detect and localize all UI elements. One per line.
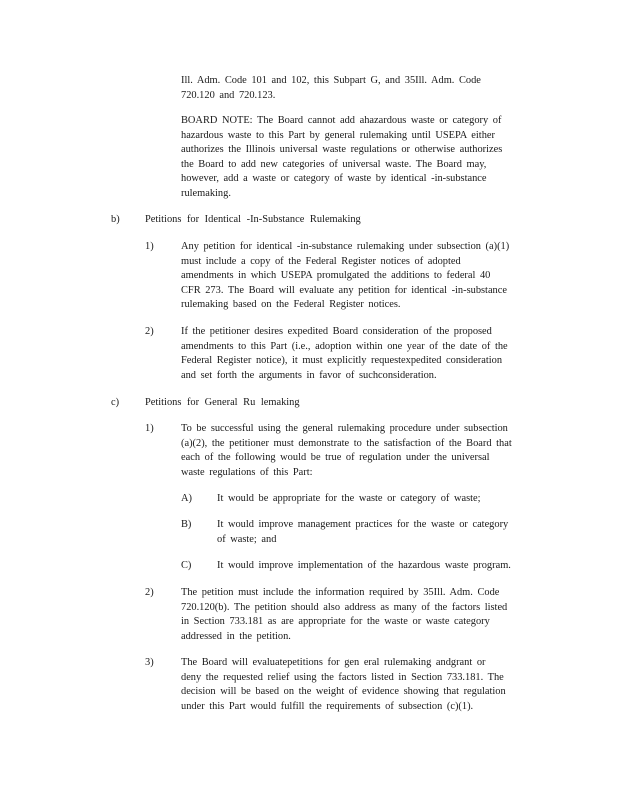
board-note: BOARD NOTE: The Board cannot add ahazardous waste or category of hazardous waste to this Part by general rulemaking until USEPA either authorizes the Illinois universal waste regulations or otherwise authorizes the Board to add new categories of universal waste. The Board may, however, add a waste or category of waste by identical -in-substance rulemaking. — [181, 115, 503, 199]
section-c-item-1-sub-b-label: B) — [181, 519, 192, 530]
section-c-item-1-text: To be successful using the general rulemaking procedure under subsection (a)(2), the petitioner must demonstrate to the satisfaction of the Board that each of the following would be true of regulation under the universal waste regulations of this Part: — [181, 423, 512, 478]
section-c-item-3-label: 3) — [145, 657, 154, 668]
section-c-item-2-text: The petition must include the information required by 35Ill. Adm. Code 720.120(b). The petition should also address as many of the factors listed in Section 733.181 as are appropriate for the waste or waste category addressed in the petition. — [181, 587, 508, 642]
section-c-label: c) — [111, 397, 120, 408]
section-c-item-1-sub-c-label: C) — [181, 560, 192, 571]
section-b-heading: Petitions for Identical -In-Substance Rulemaking — [145, 214, 361, 225]
section-c-item-1-sub-c-text: It would improve implementation of the hazardous waste program. — [217, 560, 511, 571]
section-c-item-1-label: 1) — [145, 423, 154, 434]
intro-continuation: Ill. Adm. Code 101 and 102, this Subpart G, and 35Ill. Adm. Code 720.120 and 720.123. — [181, 75, 481, 101]
section-b-item-1-text: Any petition for identical -in-substance rulemaking under subsection (a)(1) must include a copy of the Federal Register notices of adopted amendments in which USEPA promulgated the additions to federal 40 CFR 273. The Board will evaluate any petition for identical -in-substance rulemaking based on the Federal Register notices. — [181, 241, 510, 311]
section-c-item-1-sub-b-text: It would improve management practices for the waste or category of waste; and — [217, 519, 509, 545]
section-b-label: b) — [111, 214, 120, 225]
section-c-item-1-sub-a-label: A) — [181, 493, 192, 504]
section-c-heading: Petitions for General Ru lemaking — [145, 397, 300, 408]
section-c-item-3-text: The Board will evaluatepetitions for gen eral rulemaking andgrant or deny the requested relief using the factors listed in Section 733.181. The decision will be based on the weight of evidence showing that regulation under this Part would fulfill the requirements of subsection (c)(1). — [181, 657, 506, 712]
section-b-item-2-text: If the petitioner desires expedited Board consideration of the proposed amendments to this Part (i.e., adoption within one year of the date of the Federal Register notice), it must explicitly requestexpedited consideration and set forth the arguments in favor of suchconsideration. — [181, 326, 508, 381]
section-b-item-1-label: 1) — [145, 241, 154, 252]
section-c-item-2-label: 2) — [145, 587, 154, 598]
section-c-item-1-sub-a-text: It would be appropriate for the waste or category of waste; — [217, 493, 481, 504]
section-b-item-2-label: 2) — [145, 326, 154, 337]
